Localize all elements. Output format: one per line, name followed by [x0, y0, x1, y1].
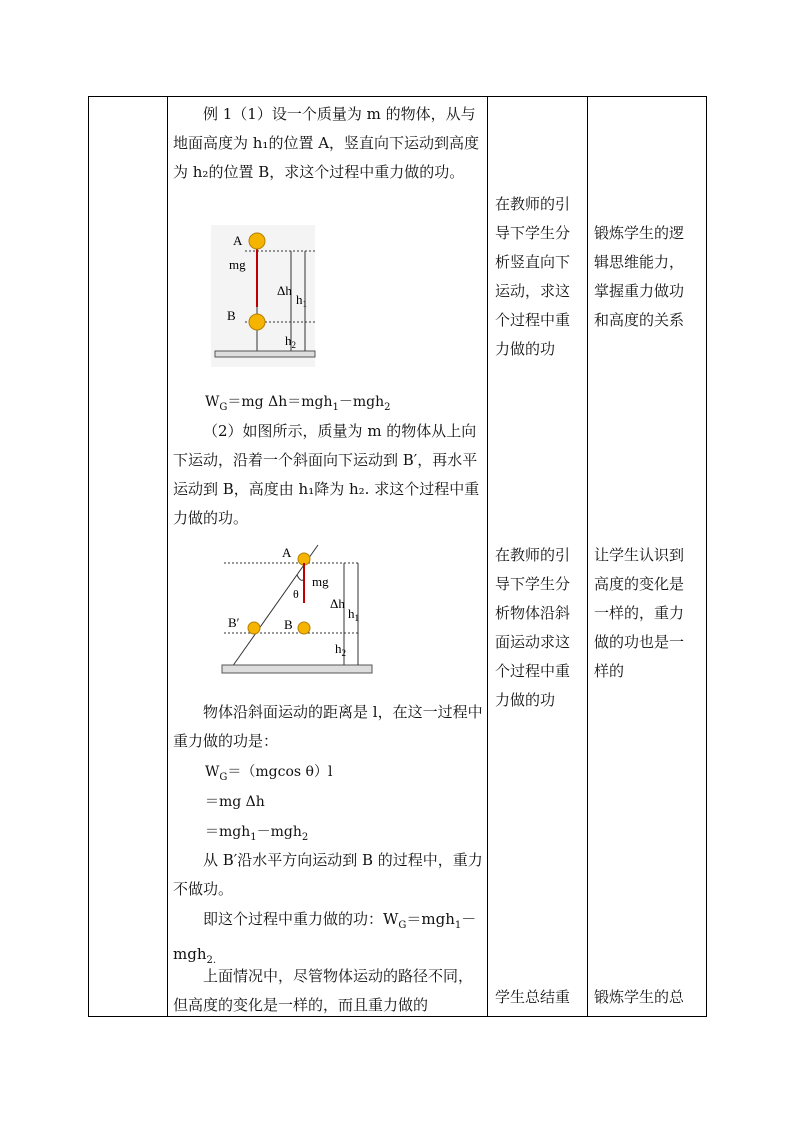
label-delta-h: Δh: [330, 596, 345, 611]
horizontal-text: 从 B′沿水平方向运动到 B 的过程中，重力不做功。: [173, 851, 483, 898]
column-divider-1: [167, 96, 168, 1017]
label-mg: mg: [312, 574, 329, 589]
label-h1-sub: 1: [302, 299, 307, 309]
incline-text: 物体沿斜面运动的距离是 l，在这一过程中重力做的功是：: [173, 703, 483, 750]
column-divider-2: [487, 96, 488, 1017]
label-a: A: [233, 233, 243, 248]
label-theta: θ: [293, 587, 299, 601]
ball-b: [249, 314, 265, 330]
formula-incline-line2: ＝mg Δh: [205, 794, 265, 810]
formula-vertical: $W_G=mg$ Δh＝mgh$_1$－mgh$_2$: [205, 394, 391, 413]
student-activity-3: 学生总结重: [495, 988, 571, 1006]
figure-incline: [218, 543, 378, 678]
label-b-prime: B′: [228, 615, 240, 630]
label-h1: h: [296, 292, 303, 307]
conclusion-text: 上面情况中，尽管物体运动的路径不同，但高度的变化是一样的，而且重力做的: [173, 967, 474, 1014]
example1-part2-text: （2）如图所示，质量为 m 的物体从上向下运动，沿着一个斜面向下运动到 B′，再水平运动到 B，高度由 h₁降为 h₂. 求这个过程中重力做的功。: [173, 422, 480, 527]
student-activity-2: 在教师的引导下学生分析物体沿斜面运动求这个过程中重力做的功: [495, 546, 571, 709]
label-h2-sub: 2: [291, 340, 296, 350]
figure-vertical-drop: [205, 225, 325, 370]
svg-text:h1: [348, 606, 359, 623]
total-work-text: 即这个过程中重力做的功：$W_G=mgh_1-mgh_{2.}$: [173, 910, 477, 966]
label-h2: h: [335, 641, 342, 656]
label-mg: mg: [229, 257, 246, 272]
example1-part1-text: 例 1（1）设一个质量为 m 的物体，从与地面高度为 h₁的位置 A，竖直向下运动到高度为 h₂的位置 B，求这个过程中重力做的功。: [173, 105, 480, 181]
label-h2-sub: 2: [341, 648, 346, 658]
ball-b: [298, 622, 310, 634]
formula-incline-line1: $W_G=(mgcos$ θ）l: [205, 764, 333, 783]
label-h1-sub: 1: [354, 613, 359, 623]
ball-a: [249, 233, 265, 249]
ball-b-prime: [248, 622, 260, 634]
design-intent-1: 锻炼学生的逻辑思维能力，掌握重力做功和高度的关系: [594, 224, 685, 329]
column-divider-3: [587, 96, 588, 1017]
label-delta-h: Δh: [277, 283, 292, 298]
label-a: A: [282, 545, 292, 560]
design-intent-3: 锻炼学生的总: [594, 988, 685, 1006]
design-intent-2: 让学生认识到高度的变化是一样的，重力做的功也是一样的: [594, 546, 685, 680]
label-h2: h: [285, 333, 292, 348]
label-b: B: [284, 617, 293, 632]
student-activity-1: 在教师的引导下学生分析竖直向下运动，求这个过程中重力做的功: [495, 195, 571, 358]
label-b: B: [227, 308, 236, 323]
formula-incline-line3: ＝mgh$_1$－mgh$_2$: [205, 824, 309, 843]
label-h1: h: [348, 606, 355, 621]
